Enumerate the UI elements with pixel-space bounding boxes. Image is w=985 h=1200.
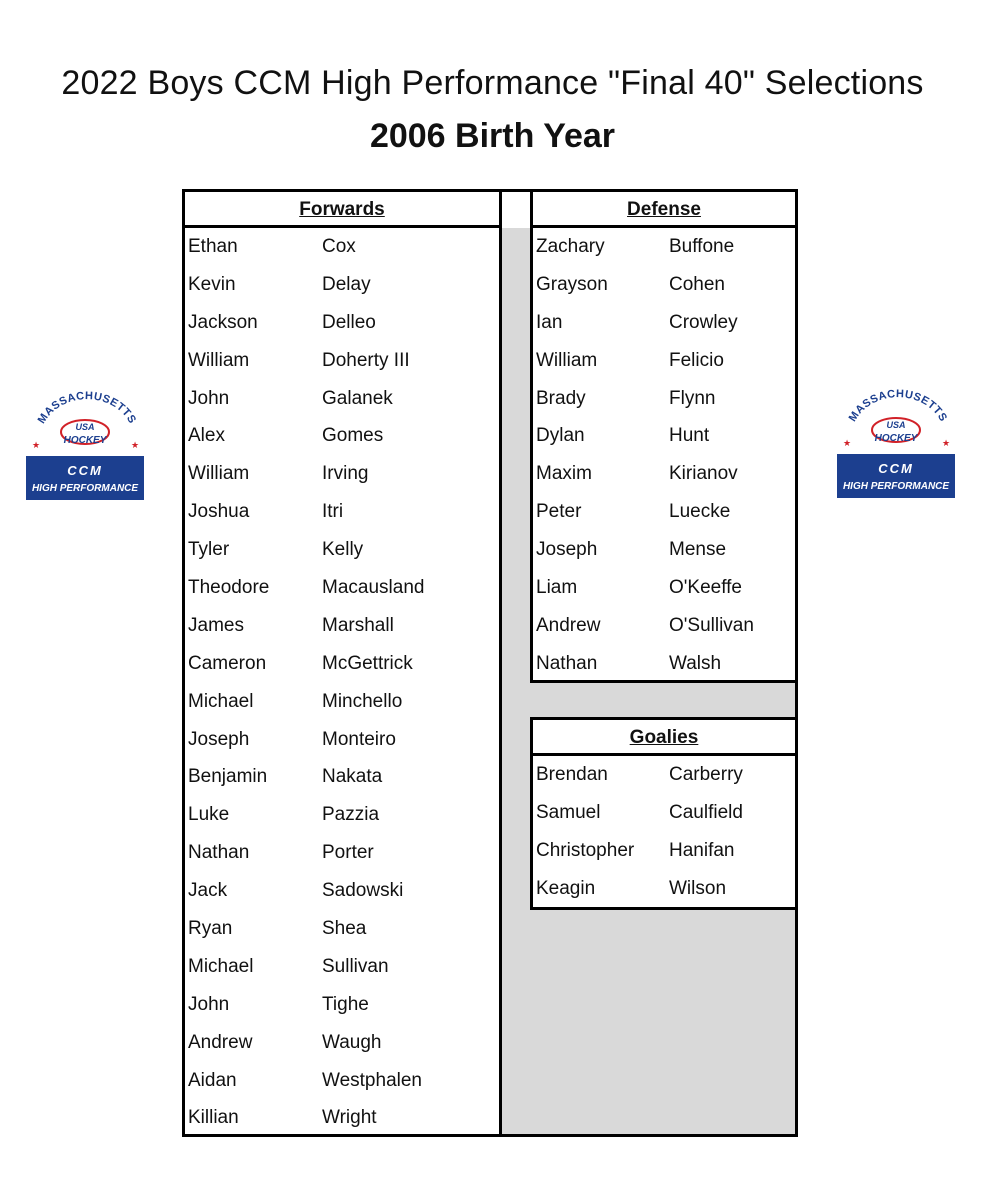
player-last-name: Hunt xyxy=(669,425,710,447)
defense-header: Defense xyxy=(533,192,795,228)
player-row xyxy=(185,266,499,304)
logo-high-performance: HIGH PERFORMANCE xyxy=(842,481,950,492)
defense-list xyxy=(533,228,795,683)
player-first-name: Joseph xyxy=(188,728,250,750)
player-first-name: Andrew xyxy=(188,1031,253,1053)
player-first-name: James xyxy=(188,614,244,636)
player-last-name: Cohen xyxy=(669,273,725,295)
logo-hockey: HOCKEY xyxy=(874,433,918,444)
player-row xyxy=(185,455,499,493)
player-last-name: Luecke xyxy=(669,501,731,523)
player-row xyxy=(533,607,795,645)
header-gap xyxy=(502,192,530,228)
player-row xyxy=(185,417,499,455)
player-first-name: Ryan xyxy=(188,918,233,940)
player-first-name: William xyxy=(188,349,250,371)
player-last-name: McGettrick xyxy=(322,652,413,674)
player-first-name: Joseph xyxy=(536,539,598,561)
player-first-name: Grayson xyxy=(536,273,608,295)
page-title: 2022 Boys CCM High Performance "Final 40" Selections xyxy=(61,64,924,102)
player-first-name: Zachary xyxy=(536,236,605,257)
logo-arc-text: MASSACHUSETTS xyxy=(35,390,139,426)
player-row xyxy=(185,607,499,645)
player-row xyxy=(533,417,795,455)
player-last-name: Sadowski xyxy=(322,880,404,902)
player-last-name: Tighe xyxy=(322,993,369,1015)
logo-hockey: HOCKEY xyxy=(63,435,107,446)
player-first-name: Jackson xyxy=(188,311,258,333)
player-last-name: Buffone xyxy=(669,236,735,257)
player-row xyxy=(185,1062,499,1100)
player-first-name: Nathan xyxy=(536,652,598,674)
mass-hockey-ccm-logo xyxy=(24,390,146,502)
player-last-name: Cox xyxy=(322,236,356,257)
player-last-name: Delleo xyxy=(322,311,376,333)
player-last-name: Macausland xyxy=(322,577,425,599)
star-icon: ★ xyxy=(32,440,41,450)
logo-usa: USA xyxy=(886,420,906,430)
player-first-name: William xyxy=(536,349,598,371)
player-last-name: Marshall xyxy=(322,614,394,636)
player-first-name: Samuel xyxy=(536,801,601,823)
player-row xyxy=(533,304,795,342)
player-first-name: Theodore xyxy=(188,577,270,599)
player-first-name: Andrew xyxy=(536,614,601,636)
player-last-name: Wilson xyxy=(669,877,727,899)
player-first-name: Liam xyxy=(536,577,578,599)
player-row xyxy=(185,796,499,834)
player-last-name: Wright xyxy=(322,1107,377,1129)
player-first-name: Christopher xyxy=(536,839,635,861)
player-last-name: Doherty III xyxy=(322,349,410,371)
player-last-name: Shea xyxy=(322,918,367,940)
player-row xyxy=(533,832,795,870)
player-row xyxy=(533,493,795,531)
player-first-name: Nathan xyxy=(188,842,250,864)
player-last-name: Walsh xyxy=(669,652,722,674)
player-last-name: O'Keeffe xyxy=(669,577,742,599)
defense-panel xyxy=(530,189,798,683)
player-last-name: Mense xyxy=(669,539,727,561)
player-first-name: Peter xyxy=(536,501,582,523)
player-row xyxy=(533,266,795,304)
player-first-name: Jack xyxy=(188,880,228,902)
player-row xyxy=(533,342,795,380)
player-row xyxy=(185,872,499,910)
player-last-name: Itri xyxy=(322,501,344,523)
player-last-name: Delay xyxy=(322,273,371,295)
logo-ccm: CCM xyxy=(67,463,103,478)
player-row xyxy=(533,380,795,418)
player-row xyxy=(185,986,499,1024)
player-last-name: Sullivan xyxy=(322,955,389,977)
page-subtitle: 2006 Birth Year xyxy=(369,117,616,155)
player-last-name: Gomes xyxy=(322,425,384,447)
forwards-header: Forwards xyxy=(185,192,499,228)
player-last-name: Galanek xyxy=(322,387,393,409)
player-last-name: Nakata xyxy=(322,766,383,788)
mass-hockey-ccm-logo xyxy=(835,388,957,500)
goalies-header: Goalies xyxy=(533,720,795,756)
star-icon: ★ xyxy=(843,438,852,448)
player-last-name: Hanifan xyxy=(669,839,735,861)
player-last-name: Kirianov xyxy=(669,463,738,485)
goalies-list xyxy=(533,756,795,908)
forwards-panel xyxy=(182,189,502,1137)
logo-ccm: CCM xyxy=(878,461,914,476)
player-last-name: Flynn xyxy=(669,387,716,409)
player-row xyxy=(185,1099,499,1137)
player-row xyxy=(185,228,499,266)
player-row xyxy=(533,870,795,908)
player-row xyxy=(185,834,499,872)
logo-high-performance: HIGH PERFORMANCE xyxy=(31,483,139,494)
player-first-name: Joshua xyxy=(188,501,250,523)
player-first-name: John xyxy=(188,387,230,409)
player-last-name: Porter xyxy=(322,842,374,864)
player-first-name: Alex xyxy=(188,425,225,447)
player-first-name: William xyxy=(188,463,250,485)
player-row xyxy=(533,794,795,832)
player-first-name: Dylan xyxy=(536,425,585,447)
player-last-name: Crowley xyxy=(669,311,738,333)
player-first-name: Michael xyxy=(188,690,254,712)
player-first-name: Michael xyxy=(188,955,254,977)
player-first-name: Cameron xyxy=(188,652,267,674)
player-first-name: Tyler xyxy=(188,539,230,561)
player-first-name: Brendan xyxy=(536,764,608,785)
player-row xyxy=(185,683,499,721)
player-row xyxy=(533,756,795,794)
player-row xyxy=(533,645,795,683)
player-last-name: O'Sullivan xyxy=(669,614,754,636)
player-first-name: Aidan xyxy=(188,1069,237,1091)
player-row xyxy=(185,910,499,948)
player-first-name: Kevin xyxy=(188,273,236,295)
player-first-name: Brady xyxy=(536,387,586,409)
player-first-name: Ethan xyxy=(188,236,238,257)
player-first-name: Keagin xyxy=(536,877,596,899)
logo-usa: USA xyxy=(75,422,95,432)
player-first-name: Ian xyxy=(536,311,563,333)
player-last-name: Carberry xyxy=(669,764,743,785)
player-last-name: Kelly xyxy=(322,539,364,561)
player-row xyxy=(185,342,499,380)
logo-arc-text: MASSACHUSETTS xyxy=(846,388,950,424)
star-icon: ★ xyxy=(942,438,951,448)
player-first-name: John xyxy=(188,993,230,1015)
goalies-panel xyxy=(530,717,798,910)
player-last-name: Caulfield xyxy=(669,801,743,823)
player-row xyxy=(185,380,499,418)
player-row xyxy=(185,1024,499,1062)
player-last-name: Pazzia xyxy=(322,804,380,826)
player-row xyxy=(185,721,499,759)
player-row xyxy=(185,531,499,569)
player-last-name: Felicio xyxy=(669,349,724,371)
player-row xyxy=(533,569,795,607)
player-last-name: Irving xyxy=(322,463,369,485)
player-row xyxy=(185,645,499,683)
player-row xyxy=(185,758,499,796)
player-last-name: Waugh xyxy=(322,1031,382,1053)
player-row xyxy=(533,455,795,493)
player-first-name: Maxim xyxy=(536,463,592,485)
player-first-name: Killian xyxy=(188,1107,239,1129)
player-row xyxy=(185,569,499,607)
player-last-name: Minchello xyxy=(322,690,403,712)
player-row xyxy=(185,948,499,986)
star-icon: ★ xyxy=(131,440,140,450)
player-row xyxy=(185,493,499,531)
player-row xyxy=(533,531,795,569)
player-first-name: Benjamin xyxy=(188,766,268,788)
player-first-name: Luke xyxy=(188,804,230,826)
player-last-name: Monteiro xyxy=(322,728,396,750)
player-last-name: Westphalen xyxy=(322,1069,422,1091)
player-row xyxy=(533,228,795,266)
player-row xyxy=(185,304,499,342)
forwards-list xyxy=(185,228,499,1137)
